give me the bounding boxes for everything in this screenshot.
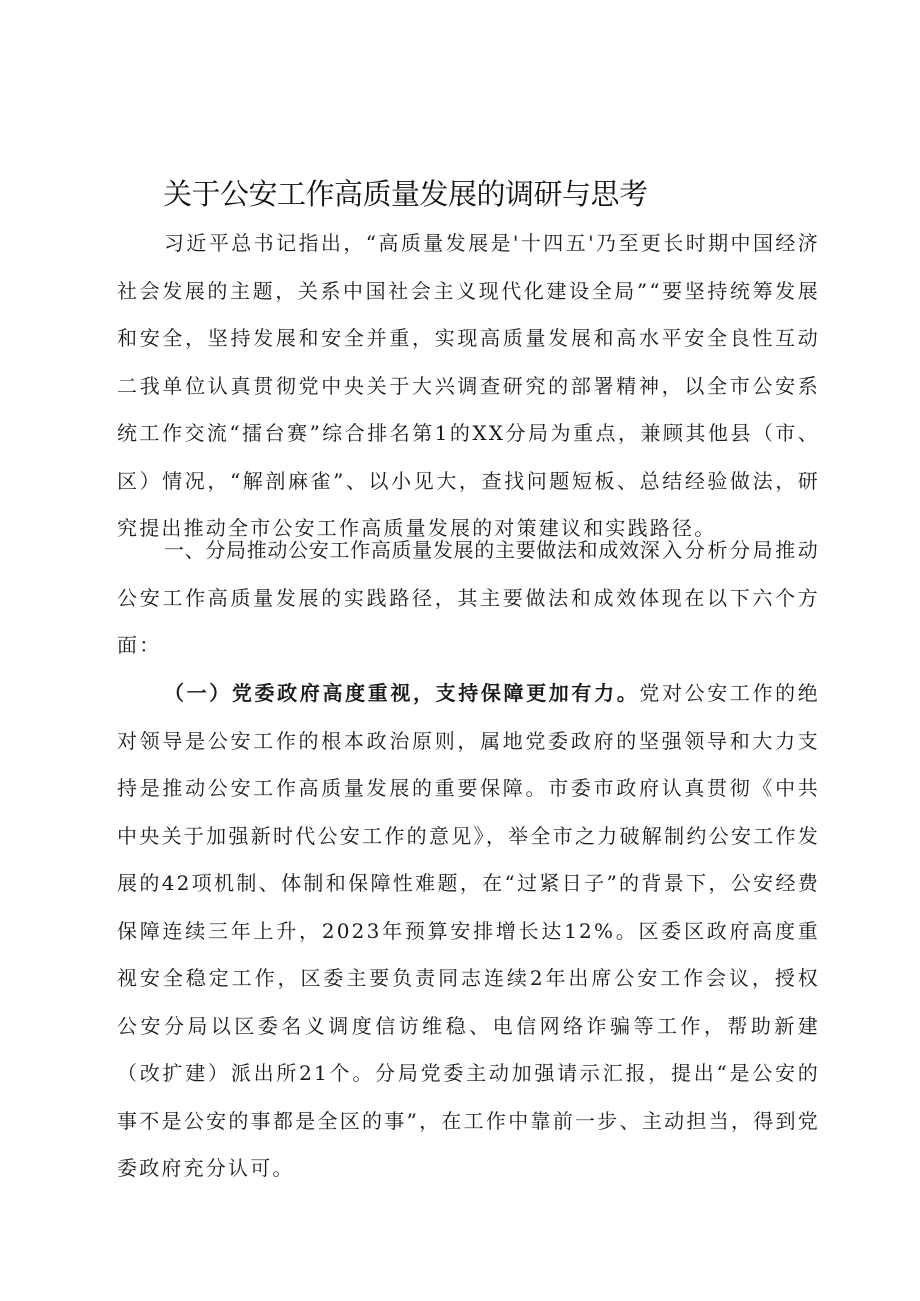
section1-heading: 一、分局推动公安工作高质量发展的主要做法和成效: [164, 538, 640, 562]
subsection1-paragraph: [117, 670, 820, 1193]
intro-paragraph: [117, 220, 820, 553]
document-title: 关于公安工作高质量发展的调研与思考: [163, 177, 648, 211]
subsection1-text: 党对公安工作的绝对领导是公安工作的根本政治原则，属地党委政府的坚强领导和大力支持是推动公安工作高质量发展的重要保障。市委市政府认真贯彻《中共中央关于加强新时代公安工作的意见》，举全市之力破解制约公安工作发展的42项机制、体制和保障性难题，在“过紧日子”的背景下，公安经费保障连续三年上升，2023年预算安排增长达12%。区委区政府高度重视安全稳定工作，区委主要负责同志连续2年出席公安工作会议，授权公安分局以区委名义调度信访维稳、电信网络诈骗等工作，帮助新建（改扩建）派出所21个。分局党委主动加强请示汇报，提出“是公安的事不是公安的事都是全区的事”，在工作中靠前一步、主动担当，得到党委政府充分认可。: [117, 681, 820, 1180]
section1-text: 深入分析分局推动公安工作高质量发展的实践路径，其主要做法和成效体现在以下六个方面：: [117, 538, 820, 657]
subsection1-heading: （一）党委政府高度重视，支持保障更加有力。: [164, 681, 640, 705]
intro-text: 习近平总书记指出，“高质量发展是'十四五'乃至更长时期中国经济社会发展的主题，关系中国社会主义现代化建设全局”“要坚持统筹发展和安全，坚持发展和安全并重，实现高质量发展和高水平安全良性互动二我单位认真贯彻党中央关于大兴调查研究的部署精神，以全市公安系统工作交流“擂台赛”综合排名第1的XX分局为重点，兼顾其他县（市、区）情况，“解剖麻雀”、以小见大，查找问题短板、总结经验做法，研究提出推动全市公安工作高质量发展的对策建议和实践路径。: [117, 231, 820, 540]
section1-paragraph: [117, 527, 820, 670]
